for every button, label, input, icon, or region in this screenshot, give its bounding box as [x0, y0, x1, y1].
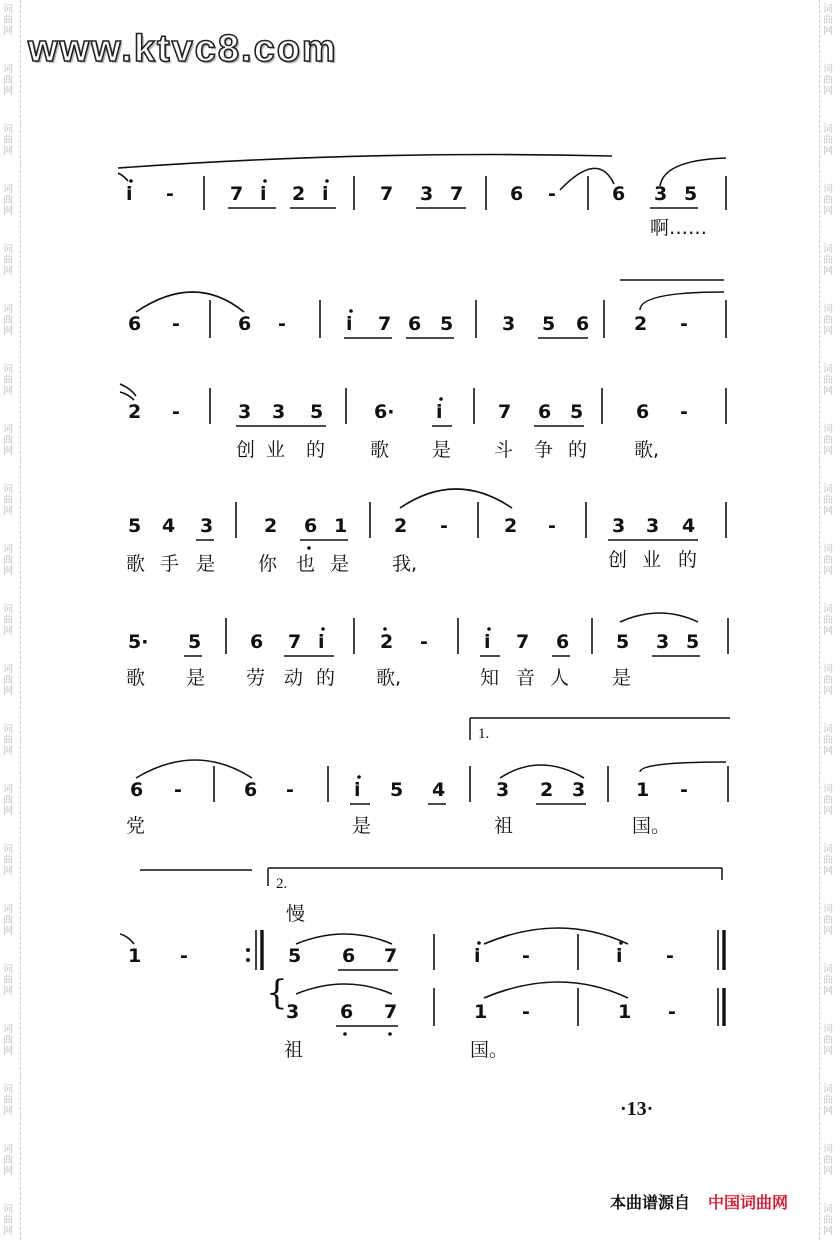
tempo-marking: 慢 — [286, 903, 306, 925]
tie-arc — [120, 392, 134, 400]
note: i — [126, 183, 133, 205]
note: i — [318, 631, 325, 653]
note: 5 — [188, 631, 202, 653]
lyric: 创 — [236, 439, 256, 461]
tie-arc — [640, 762, 726, 772]
tie-arc — [640, 292, 724, 310]
lyric: 党 — [126, 815, 146, 837]
lyric: 也 — [296, 553, 316, 575]
score-line-7 — [120, 868, 724, 1061]
lyric: 啊…… — [650, 217, 708, 239]
note: i — [436, 401, 443, 423]
margin-stamp: 词 曲 网 — [3, 304, 13, 337]
note: 6 — [408, 313, 422, 335]
note: i — [346, 313, 353, 335]
margin-stamp: 词 曲 网 — [823, 664, 833, 697]
score-line-1 — [118, 155, 726, 240]
note: 1 — [334, 515, 348, 537]
note: 6 — [636, 401, 650, 423]
margin-stamp: 词 曲 网 — [823, 1084, 833, 1117]
note: 6 — [510, 183, 524, 205]
note: 5 — [570, 401, 584, 423]
note: 5 — [686, 631, 700, 653]
note: 3 — [656, 631, 670, 653]
margin-stamp: 词 曲 网 — [3, 724, 13, 757]
site-watermark: www.ktvc8.com — [28, 28, 338, 70]
tie-arc — [136, 760, 252, 778]
note: 7 — [378, 313, 392, 335]
note: - — [172, 401, 180, 423]
note: 6 — [128, 313, 142, 335]
lyric: 的 — [678, 549, 698, 571]
note: - — [680, 313, 688, 335]
note: 1 — [128, 945, 142, 967]
margin-stamp: 词 曲 网 — [3, 4, 13, 37]
margin-stamp: 词 曲 网 — [823, 904, 833, 937]
lyric: 劳 — [246, 667, 266, 689]
lyric: 是 — [196, 553, 216, 575]
note: 2 — [394, 515, 408, 537]
note: 7 — [230, 183, 244, 205]
note: 4 — [432, 779, 446, 801]
note: - — [174, 779, 182, 801]
note: 6 — [612, 183, 626, 205]
slur-arc — [500, 765, 584, 778]
margin-stamp: 词 曲 网 — [823, 124, 833, 157]
lyric: 创 — [608, 549, 628, 571]
lyric: 是 — [612, 667, 632, 689]
lyric: 祖 — [284, 1039, 304, 1061]
lyric: 歌 — [126, 553, 146, 575]
margin-stamp: 词 曲 网 — [823, 1144, 833, 1177]
margin-stamp: 词 曲 网 — [823, 784, 833, 817]
tie-arc — [136, 292, 244, 312]
note: 3 — [238, 401, 252, 423]
note: 5 — [288, 945, 302, 967]
lyric: 是 — [352, 815, 372, 837]
note: 5 — [542, 313, 556, 335]
note: - — [522, 1001, 530, 1023]
note: 3 — [272, 401, 286, 423]
margin-stamp: 词 曲 网 — [823, 964, 833, 997]
lyric: 的 — [306, 439, 326, 461]
note: 6 — [304, 515, 318, 537]
note: - — [440, 515, 448, 537]
note: 7 — [288, 631, 302, 653]
note: 5· — [128, 631, 149, 653]
note: 1 — [636, 779, 650, 801]
lyric: 歌 — [126, 667, 146, 689]
lyric: 歌, — [376, 667, 402, 689]
note: 5 — [390, 779, 404, 801]
note: i — [260, 183, 267, 205]
note: 5 — [440, 313, 454, 335]
lyric: 祖 — [494, 815, 514, 837]
note: 6 — [244, 779, 258, 801]
lyric: 国。 — [632, 815, 671, 837]
margin-stamp: 词 曲 网 — [823, 844, 833, 877]
note: 6 — [340, 1001, 354, 1023]
margin-stamp: 词 曲 网 — [823, 424, 833, 457]
margin-stamp: 词 曲 网 — [3, 64, 13, 97]
note: 4 — [682, 515, 696, 537]
lyric: 业 — [642, 549, 662, 571]
footer-source-label: 本曲谱源自 — [610, 1193, 691, 1212]
margin-stamp: 词 曲 网 — [823, 184, 833, 217]
note: 6 — [238, 313, 252, 335]
lyric: 手 — [160, 553, 180, 575]
note: - — [680, 779, 688, 801]
note: - — [522, 945, 530, 967]
note: 3 — [496, 779, 510, 801]
margin-stamp: 词 曲 网 — [3, 844, 13, 877]
margin-stamp: 词 曲 网 — [3, 364, 13, 397]
note: - — [172, 313, 180, 335]
note: i — [322, 183, 329, 205]
lyric: 动 — [284, 667, 304, 689]
note: 6 — [538, 401, 552, 423]
lyric: 斗 — [494, 439, 514, 461]
margin-stamp: 词 曲 网 — [823, 724, 833, 757]
volta-2-label: 2. — [276, 876, 288, 892]
note: - — [548, 515, 556, 537]
margin-stamp: 词 曲 网 — [823, 544, 833, 577]
score-line-2 — [128, 280, 726, 338]
margin-stamp: 词 曲 网 — [823, 4, 833, 37]
score-line-5 — [126, 613, 728, 689]
note: - — [666, 945, 674, 967]
repeat-dot — [246, 958, 250, 962]
note: - — [548, 183, 556, 205]
lyric: 争 — [534, 439, 554, 461]
lyric: 的 — [316, 667, 336, 689]
note: 7 — [516, 631, 530, 653]
note: - — [278, 313, 286, 335]
note: 2 — [504, 515, 518, 537]
note: 2 — [380, 631, 394, 653]
tie-arc — [484, 982, 628, 998]
note: 3 — [646, 515, 660, 537]
score-line-3 — [120, 384, 726, 461]
note: 4 — [162, 515, 176, 537]
repeat-dot — [246, 948, 250, 952]
lyric: 国。 — [470, 1039, 509, 1061]
slur-arc — [296, 984, 392, 994]
octave-dot — [343, 1032, 347, 1036]
footer-site-name[interactable]: 中国词曲网 — [708, 1193, 789, 1212]
margin-stamp: 词 曲 网 — [3, 544, 13, 577]
note: 5 — [616, 631, 630, 653]
margin-stamp: 词 曲 网 — [3, 244, 13, 277]
note: - — [180, 945, 188, 967]
tie-arc — [118, 173, 128, 181]
lyric: 歌, — [634, 439, 660, 461]
note: 3 — [572, 779, 586, 801]
note: 2 — [634, 313, 648, 335]
lyric: 知 — [480, 667, 500, 689]
lyric: 是 — [432, 439, 452, 461]
lyric: 业 — [266, 439, 286, 461]
lyric: 的 — [568, 439, 588, 461]
note: - — [286, 779, 294, 801]
octave-dot — [388, 1032, 392, 1036]
slur-arc — [660, 158, 726, 186]
note: 6 — [250, 631, 264, 653]
score-line-6 — [126, 718, 730, 837]
margin-stamp: 词 曲 网 — [3, 1024, 13, 1057]
slur-arc — [296, 934, 392, 944]
margin-stamp: 词 曲 网 — [823, 1024, 833, 1057]
note: 2 — [292, 183, 306, 205]
margin-stamp: 词 曲 网 — [823, 1204, 833, 1237]
note: 6 — [342, 945, 356, 967]
note: 3 — [286, 1001, 300, 1023]
margin-stamp: 词 曲 网 — [3, 424, 13, 457]
note: 5 — [310, 401, 324, 423]
lyric: 是 — [186, 667, 206, 689]
note: - — [680, 401, 688, 423]
note: i — [484, 631, 491, 653]
score-line-4 — [126, 489, 726, 575]
note: i — [474, 945, 481, 967]
note: 6 — [556, 631, 570, 653]
note: 2 — [264, 515, 278, 537]
margin-stamp: 词 曲 网 — [823, 484, 833, 517]
lyric: 音 — [516, 667, 536, 689]
margin-stamp: 词 曲 网 — [823, 304, 833, 337]
slur-arc — [620, 613, 698, 622]
lyric: 我, — [392, 553, 418, 575]
lyric: 是 — [330, 553, 350, 575]
tie-arc — [484, 928, 628, 944]
note: 6· — [374, 401, 395, 423]
note: 3 — [654, 183, 668, 205]
note: 5 — [128, 515, 142, 537]
note: 7 — [380, 183, 394, 205]
note: - — [420, 631, 428, 653]
page-number: ·13· — [620, 1098, 654, 1120]
brace: { — [266, 973, 288, 1013]
note: 3 — [612, 515, 626, 537]
note: 6 — [130, 779, 144, 801]
margin-stamp: 词 曲 网 — [3, 964, 13, 997]
tie-arc — [400, 489, 512, 508]
tie-arc — [118, 155, 612, 169]
margin-stamp: 词 曲 网 — [3, 784, 13, 817]
margin-stamp: 词 曲 网 — [3, 664, 13, 697]
note: i — [616, 945, 623, 967]
note: 7 — [498, 401, 512, 423]
note: 3 — [420, 183, 434, 205]
lyric: 人 — [550, 667, 570, 689]
margin-stamp: 词 曲 网 — [823, 364, 833, 397]
margin-stamp: 词 曲 网 — [3, 1204, 13, 1237]
note: - — [668, 1001, 676, 1023]
margin-stamp: 词 曲 网 — [3, 184, 13, 217]
note: i — [354, 779, 361, 801]
tie-arc — [120, 934, 134, 944]
volta-1-label: 1. — [478, 726, 490, 742]
note: 3 — [502, 313, 516, 335]
margin-stamp: 词 曲 网 — [823, 64, 833, 97]
lyric: 歌 — [370, 439, 390, 461]
note: - — [166, 183, 174, 205]
note: 7 — [450, 183, 464, 205]
note: 7 — [384, 1001, 398, 1023]
margin-stamp: 词 曲 网 — [3, 484, 13, 517]
note: 6 — [576, 313, 590, 335]
margin-stamp: 词 曲 网 — [3, 124, 13, 157]
margin-stamp: 词 曲 网 — [3, 904, 13, 937]
slur-arc — [560, 168, 614, 190]
note: 5 — [684, 183, 698, 205]
margin-stamp: 词 曲 网 — [3, 1084, 13, 1117]
note: 2 — [128, 401, 142, 423]
note: 7 — [384, 945, 398, 967]
note: 1 — [618, 1001, 632, 1023]
footer-source — [610, 1190, 788, 1213]
margin-stamp: 词 曲 网 — [823, 244, 833, 277]
margin-stamp: 词 曲 网 — [823, 604, 833, 637]
note: 1 — [474, 1001, 488, 1023]
note: 3 — [200, 515, 214, 537]
margin-stamp: 词 曲 网 — [3, 604, 13, 637]
lyric: 你 — [258, 553, 278, 575]
margin-stamp: 词 曲 网 — [3, 1144, 13, 1177]
tie-arc — [120, 384, 136, 396]
note: 2 — [540, 779, 554, 801]
